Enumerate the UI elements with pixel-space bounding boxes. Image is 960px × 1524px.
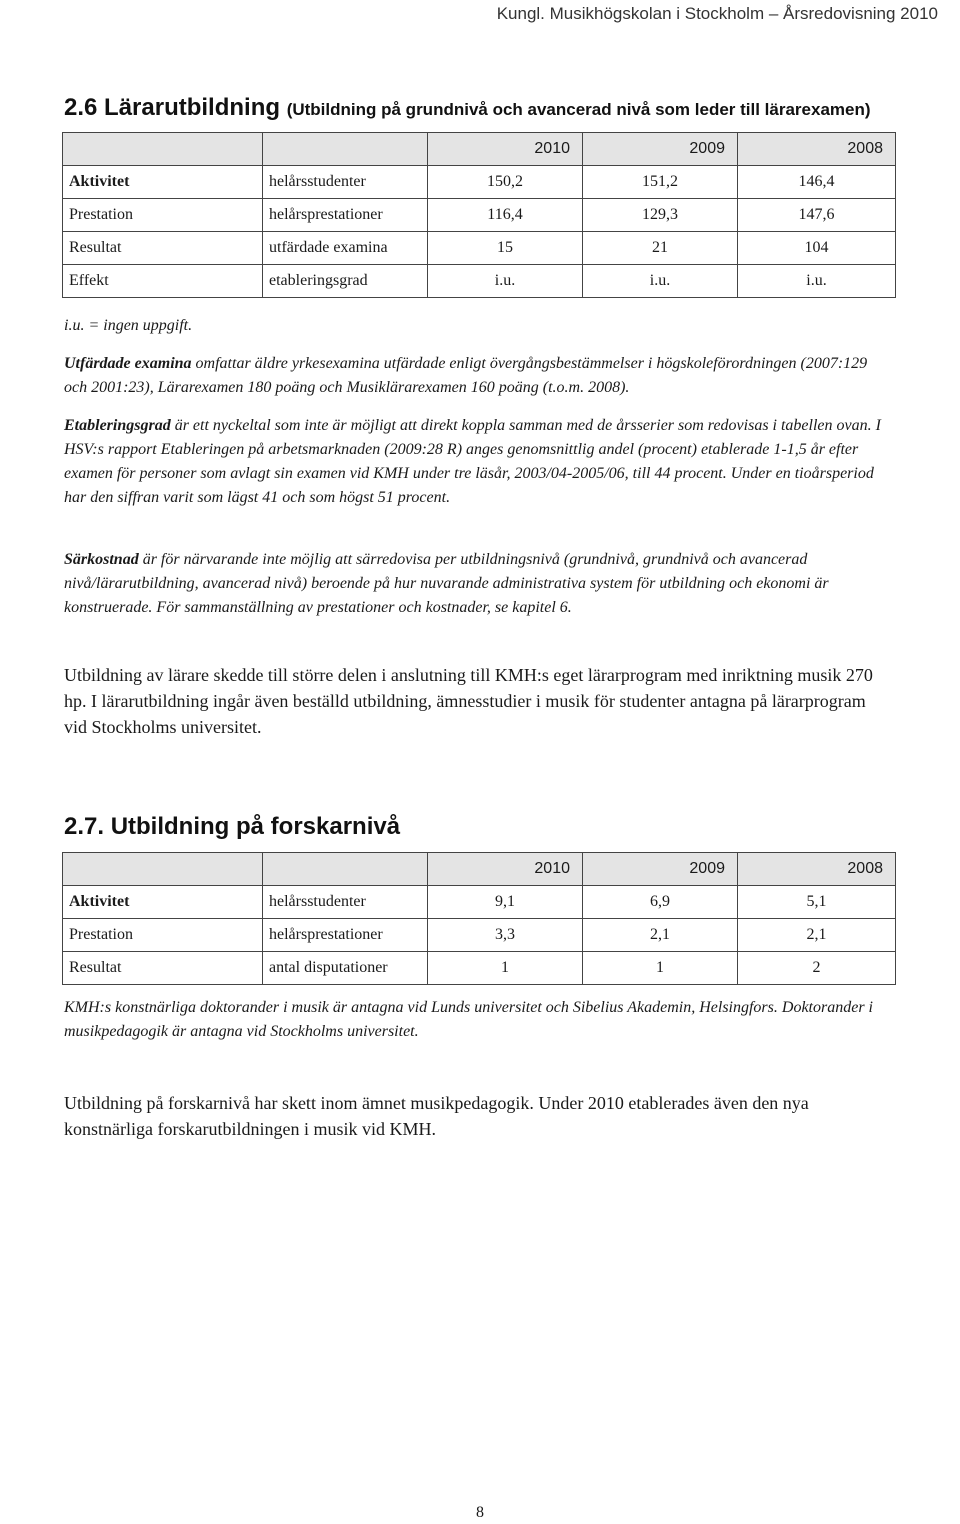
section-2-6-subtitle: (Utbildning på grundnivå och avancerad nivå som leder till lärarexamen) (286, 100, 871, 119)
year-header: 2008 (738, 853, 896, 886)
table-row (63, 199, 896, 232)
cell-value: 2,1 (583, 919, 738, 952)
row-measure: helårsstudenter (263, 886, 428, 919)
row-label: Aktivitet (63, 886, 263, 919)
row-label: Resultat (63, 952, 263, 985)
cell-value: 104 (738, 232, 896, 265)
row-measure: utfärdade examina (263, 232, 428, 265)
cell-value: 129,3 (583, 199, 738, 232)
note-sarkostnad (64, 548, 894, 620)
table-header-empty (263, 133, 428, 166)
row-label: Aktivitet (63, 166, 263, 199)
row-label: Prestation (63, 919, 263, 952)
note-term: Etableringsgrad (64, 417, 171, 434)
body-paragraph: Utbildning av lärare skedde till större delen i anslutning till KMH:s eget lärarprogram med inriktning musik 270 hp. I lärarutbildning ingår även beställd utbildning, ämnesstudier i musik för studenter antagna på lärarprogram vid Stockholms universitet. (64, 665, 873, 737)
row-measure: helårsprestationer (263, 919, 428, 952)
row-measure: etableringsgrad (263, 265, 428, 298)
cell-value: 150,2 (428, 166, 583, 199)
cell-value: 116,4 (428, 199, 583, 232)
cell-value: 6,9 (583, 886, 738, 919)
note-text: omfattar äldre yrkesexamina utfärdade enligt övergångsbestämmelser i högskoleförordningen (2007:129 och 2001:23), Lärarexamen 180 poäng och Musiklärarexamen 160 poäng (t.o.m. 2008). (64, 355, 868, 396)
cell-value: 151,2 (583, 166, 738, 199)
table-header-empty (263, 853, 428, 886)
page-number: 8 (476, 1504, 484, 1521)
row-measure: helårsstudenter (263, 166, 428, 199)
cell-value: 146,4 (738, 166, 896, 199)
cell-value: 1 (583, 952, 738, 985)
cell-value: i.u. (738, 265, 896, 298)
cell-value: 2 (738, 952, 896, 985)
cell-value: 1 (428, 952, 583, 985)
section-2-6-title-text: 2.6 Lärarutbildning (64, 94, 281, 121)
cell-value: 9,1 (428, 886, 583, 919)
row-measure: antal disputationer (263, 952, 428, 985)
row-label: Effekt (63, 265, 263, 298)
cell-value: 15 (428, 232, 583, 265)
cell-value: 3,3 (428, 919, 583, 952)
note-doktorander: KMH:s konstnärliga doktorander i musik är antagna vid Lunds universitet och Sibelius Akademin, Helsingfors. Doktorander i musikpedagogik är antagna vid Stockholms universitet. (64, 999, 873, 1040)
cell-value: 2,1 (738, 919, 896, 952)
cell-value: i.u. (428, 265, 583, 298)
row-label: Prestation (63, 199, 263, 232)
note-term: Särkostnad (64, 551, 139, 568)
cell-value: 5,1 (738, 886, 896, 919)
year-header: 2008 (738, 133, 896, 166)
note-utfardade-examina (64, 352, 894, 400)
year-header: 2010 (428, 853, 583, 886)
table-row (63, 919, 896, 952)
table-header-empty (63, 133, 263, 166)
document-header: Kungl. Musikhögskolan i Stockholm – Årsredovisning 2010 (496, 4, 938, 23)
table-forskarniva (62, 852, 896, 985)
note-text: är för närvarande inte möjlig att särredovisa per utbildningsnivå (grundnivå, grundnivå och avancerad nivå/lärarutbildning, avancerad nivå) beroende på hur nuvarande administrativa system för utbildning och ekonomi är konstruerade. För sammanställning av prestationer och kostnader, se kapitel 6. (64, 551, 829, 616)
note-etableringsgrad (64, 414, 894, 510)
table-header-row (63, 133, 896, 166)
section-2-6-title (64, 94, 871, 122)
table-row (63, 232, 896, 265)
row-label: Resultat (63, 232, 263, 265)
year-header: 2009 (583, 133, 738, 166)
note-term: Utfärdade examina (64, 355, 192, 372)
year-header: 2009 (583, 853, 738, 886)
table-row (63, 265, 896, 298)
cell-value: i.u. (583, 265, 738, 298)
table-row (63, 166, 896, 199)
table-larar-utbildning (62, 132, 896, 298)
table-row (63, 886, 896, 919)
cell-value: 147,6 (738, 199, 896, 232)
table-header-empty (63, 853, 263, 886)
table-row (63, 952, 896, 985)
table-footnote: i.u. = ingen uppgift. (64, 317, 193, 334)
body-paragraph: Utbildning på forskarnivå har skett inom ämnet musikpedagogik. Under 2010 etablerades även den nya konstnärliga forskarutbildningen i musik vid KMH. (64, 1093, 809, 1139)
note-text: är ett nyckeltal som inte är möjligt att direkt koppla samman med de årsserier som redovisas i tabellen ovan. I HSV:s rapport Etableringen på arbetsmarknaden (2009:28 R) anges genomsnittlig andel (procent) etablerade 1-1,5 år efter examen för personer som avlagt sin examen vid KMH under tre läsår, 2003/04-2005/06, till 44 procent. Under en tioårsperiod har den siffran varit som lägst 41 och som högst 51 procent. (64, 417, 881, 506)
cell-value: 21 (583, 232, 738, 265)
section-2-7-title: 2.7. Utbildning på forskarnivå (64, 813, 401, 840)
year-header: 2010 (428, 133, 583, 166)
row-measure: helårsprestationer (263, 199, 428, 232)
table-header-row (63, 853, 896, 886)
